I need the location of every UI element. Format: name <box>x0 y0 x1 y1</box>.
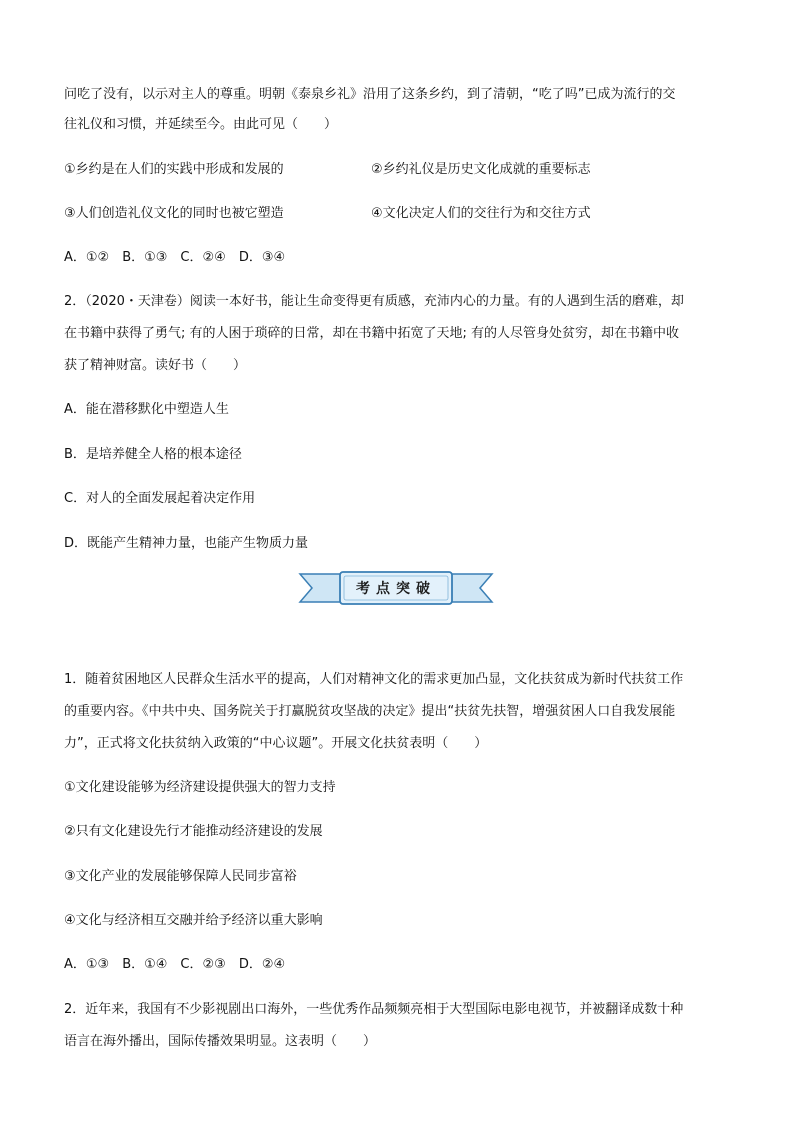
q2-choice-b: B．是培养健全人格的根本途径 <box>64 447 242 462</box>
q1-continued-line-2: 往礼仪和习惯，并延续至今。由此可见（ ） <box>64 117 338 132</box>
s2-q1-option-2: ②只有文化建设先行才能推动经济建设的发展 <box>64 824 323 839</box>
q1-option-1: ①乡约是在人们的实践中形成和发展的 <box>64 162 284 177</box>
s2-q1-option-4: ④文化与经济相互交融并给予经济以重大影响 <box>64 913 323 928</box>
s2-q1-line-2: 的重要内容。《中共中央、国务院关于打赢脱贫攻坚战的决定》提出“扶贫先扶智，增强贫困人口自我发展能 <box>64 704 676 719</box>
q2-choice-a: A．能在潜移默化中塑造人生 <box>64 402 229 417</box>
banner-label: 考点突破 <box>356 581 436 597</box>
section-banner <box>298 570 494 606</box>
s2-q1-option-1: ①文化建设能够为经济建设提供强大的智力支持 <box>64 780 336 795</box>
s2-q1-line-1: 1．随着贫困地区人民群众生活水平的提高，人们对精神文化的需求更加凸显，文化扶贫成为新时代扶贫工作 <box>64 672 684 687</box>
s2-q1-line-3: 力”，正式将文化扶贫纳入政策的“中心议题”。开展文化扶贫表明（ ） <box>64 736 488 751</box>
s2-q1-option-3: ③文化产业的发展能够保障人民同步富裕 <box>64 869 297 884</box>
q2-choice-d: D．既能产生精神力量，也能产生物质力量 <box>64 536 309 551</box>
q1-option-3: ③人们创造礼仪文化的同时也被它塑造 <box>64 206 284 221</box>
q1-option-4: ④文化决定人们的交往行为和交往方式 <box>371 206 591 221</box>
q1-option-2: ②乡约礼仪是历史文化成就的重要标志 <box>371 162 591 177</box>
q2-line-3: 获了精神财富。读好书（ ） <box>64 358 247 373</box>
s2-q2-line-1: 2．近年来，我国有不少影视剧出口海外，一些优秀作品频频亮相于大型国际电影电视节，并被翻译成数十种 <box>64 1002 684 1017</box>
q2-line-1: 2．（2020・天津卷）阅读一本好书，能让生命变得更有质感，充沛内心的力量。有的人遇到生活的磨难，却 <box>64 294 684 309</box>
q1-continued-line-1: 问吃了没有，以示对主人的尊重。明朝《泰泉乡礼》沿用了这条乡约，到了清朝，“吃了吗”已成为流行的交 <box>64 87 676 102</box>
s2-q2-line-2: 语言在海外播出，国际传播效果明显。这表明（ ） <box>64 1034 377 1049</box>
q1-answer-choices: A．①② B．①③ C．②④ D．③④ <box>64 250 286 265</box>
q2-line-2: 在书籍中获得了勇气; 有的人困于琐碎的日常，却在书籍中拓宽了天地; 有的人尽管身处贫穷，却在书籍中收 <box>64 326 680 341</box>
s2-q1-answer-choices: A．①③ B．①④ C．②③ D．②④ <box>64 957 286 972</box>
q2-choice-c: C．对人的全面发展起着决定作用 <box>64 491 256 506</box>
